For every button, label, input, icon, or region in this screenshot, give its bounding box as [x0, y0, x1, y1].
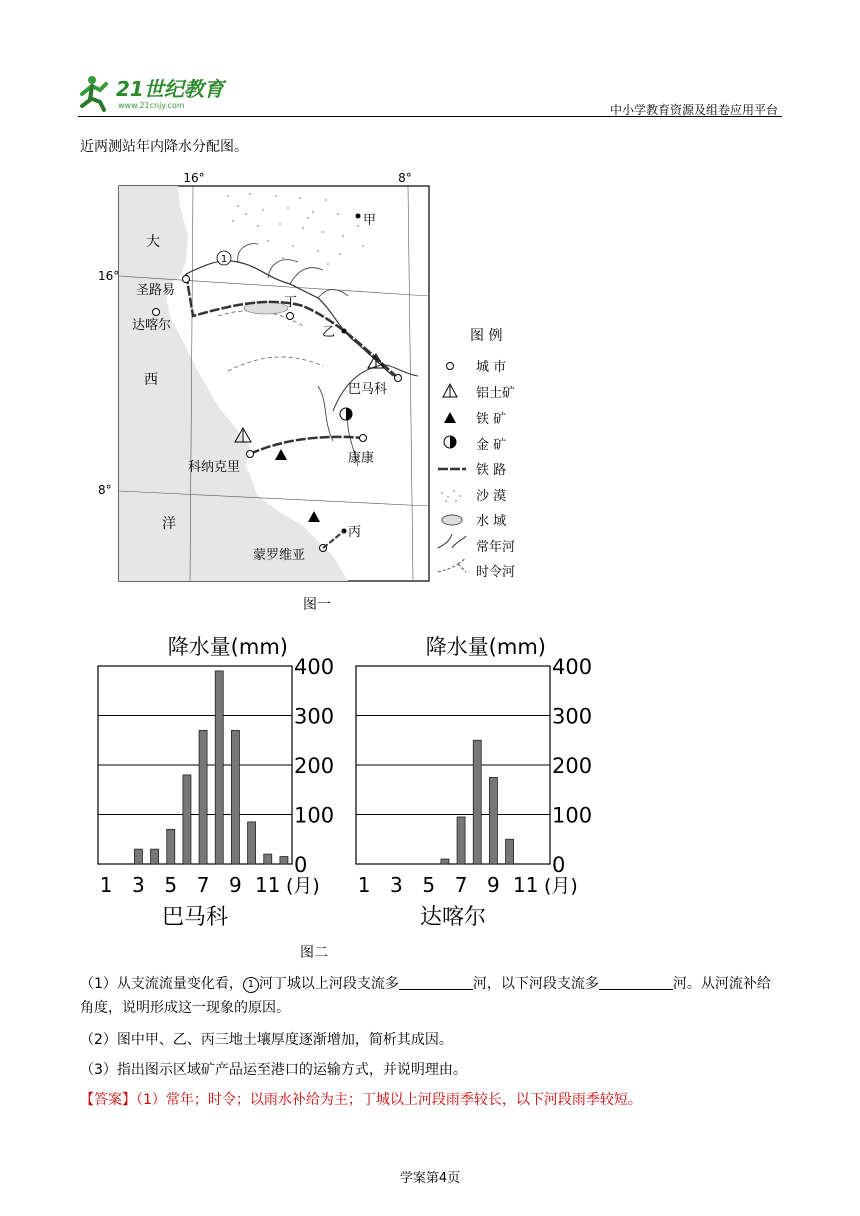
chart-0-bar-month-9 [231, 730, 239, 864]
chart-1-xlabel: (月) [544, 875, 578, 897]
chart-0-bar-month-11 [264, 854, 272, 864]
chart-0-ylabel: 降水量(mm) [167, 635, 288, 659]
logo-text: 21世纪教育 [116, 77, 224, 101]
q1-suffix: 河。从河流补给角度，说明形成这一现象的原因。 [80, 976, 771, 1016]
chart-1-ytick: 200 [552, 754, 593, 778]
chart-0-bar-month-5 [167, 829, 175, 864]
chart-0-ytick: 300 [294, 704, 335, 729]
chart-1-bar-month-10 [506, 839, 514, 864]
ocean-char-1: 大 [146, 234, 160, 250]
chart-0-xtick: 3 [132, 873, 145, 897]
page-footer: 学案第4页 [399, 1171, 461, 1186]
svg-text:丁: 丁 [284, 295, 298, 310]
map-legend [436, 318, 546, 588]
legend-seasonal-river-icon [438, 558, 466, 572]
legend-city: 城 市 [476, 360, 507, 375]
question-2: （2）图中甲、乙、丙三地土壤厚度逐渐增加，简析其成因。 [80, 1032, 453, 1048]
svg-text:圣路易: 圣路易 [136, 283, 176, 298]
legend-water: 水 域 [476, 514, 507, 529]
chart-1-bar-month-9 [489, 777, 497, 864]
lon-label-8: 8° [398, 171, 412, 185]
legend-bauxite-icon [443, 384, 457, 397]
chart-1-xtick: 7 [454, 873, 468, 897]
q1-mid: 河丁城以上河段支流多 [258, 976, 399, 992]
chart-0-bar-month-4 [151, 849, 159, 864]
chart-0-xtick: 7 [196, 873, 210, 897]
q1-mid2: 河，以下河段支流多 [472, 976, 599, 992]
chart-0-xlabel: (月) [286, 875, 320, 897]
legend-iron: 铁 矿 [476, 412, 507, 427]
answer-block [80, 1088, 780, 1112]
header-divider [78, 116, 782, 117]
svg-text:甲: 甲 [363, 213, 377, 228]
chart-0-ytick: 100 [294, 803, 335, 828]
legend-bauxite: 铝土矿 [476, 386, 516, 401]
runner-logo-icon [82, 76, 106, 110]
legend-perennial-river: 常年河 [476, 540, 516, 555]
chart-0-xtick: 11 [255, 873, 281, 897]
chart-1-xtick: 3 [390, 873, 403, 897]
lon-label-16: 16° [183, 171, 205, 185]
chart-1-station-title: 达喀尔 [419, 905, 487, 930]
svg-text:科纳克里: 科纳克里 [188, 460, 241, 475]
chart-1-xtick: 9 [487, 873, 500, 897]
chart-1-xtick: 11 [513, 873, 539, 897]
chart-0-bar-month-12 [280, 857, 288, 864]
gold-symbol [340, 408, 352, 420]
chart-1-bar-month-6 [441, 859, 449, 864]
chart-0-xtick: 5 [164, 873, 178, 897]
logo-subtext: www.21cnjy.com [118, 101, 185, 110]
svg-text:达喀尔: 达喀尔 [132, 318, 172, 333]
chart-0-xtick: 9 [229, 873, 242, 897]
site-logo [78, 72, 238, 112]
chart-1-ytick: 100 [552, 803, 593, 828]
chart-1-bar-month-7 [457, 817, 465, 864]
svg-text:巴马科: 巴马科 [348, 382, 388, 397]
chart-0-ytick: 0 [294, 853, 308, 877]
chart-0-bar-month-7 [199, 730, 207, 864]
chart-0-station-title: 巴马科 [161, 905, 229, 930]
question-3: （3）指出图示区域矿产品运至港口的运输方式，并说明理由。 [80, 1062, 467, 1078]
chart-1-xtick: 5 [422, 873, 436, 897]
answer-blank-2[interactable] [599, 975, 673, 990]
legend-gold: 金 矿 [476, 438, 507, 453]
chart-1-bar-month-8 [473, 740, 481, 864]
ocean-char-2: 西 [144, 372, 158, 388]
precip-charts [94, 634, 594, 934]
legend-title: 图 例 [470, 328, 503, 344]
circled-number-1: 1 [243, 977, 259, 993]
answer-blank-1[interactable] [399, 975, 473, 990]
chart-0-bar-month-8 [215, 671, 223, 864]
figure2-caption: 图二 [300, 945, 328, 961]
legend-desert-icon [441, 490, 461, 502]
legend-railway: 铁 路 [476, 463, 507, 478]
chart-0-ytick: 400 [294, 655, 335, 679]
svg-text:康康: 康康 [348, 451, 375, 466]
legend-perennial-river-icon [438, 534, 466, 548]
chart-0-ytick: 200 [294, 754, 335, 778]
chart-1-ytick: 400 [552, 655, 593, 679]
lat-label-8: 8° [98, 483, 112, 497]
legend-city-icon [447, 363, 454, 370]
chart-1-ylabel: 降水量(mm) [425, 635, 546, 659]
intro-text: 近两测站年内降水分配图。 [80, 139, 248, 155]
chart-0-bar-month-3 [134, 849, 142, 864]
lat-label-16: 16° [98, 269, 120, 283]
chart-1-xtick: 1 [357, 873, 371, 897]
map-figure [98, 166, 438, 584]
chart-1-ytick: 0 [552, 853, 566, 877]
legend-seasonal-river: 时令河 [476, 565, 516, 580]
svg-text:乙: 乙 [322, 325, 336, 340]
legend-water-icon [442, 515, 462, 525]
chart-1-ytick: 300 [552, 704, 593, 729]
ocean-char-3: 洋 [162, 516, 176, 532]
q1-prefix: （1）从支流流量变化看， [80, 976, 243, 992]
river-marker-number: 1 [220, 254, 228, 265]
answer-text: （1）常年；时令；以雨水补给为主；丁城以上河段雨季较长，以下河段雨季较短。 [136, 1092, 642, 1108]
chart-0-bar-month-6 [183, 775, 191, 864]
legend-desert: 沙 漠 [476, 489, 507, 504]
svg-text:丙: 丙 [348, 525, 362, 540]
figure1-caption: 图一 [303, 597, 331, 613]
chart-0-bar-month-10 [248, 822, 256, 864]
legend-iron-icon [444, 412, 456, 423]
chart-0-xtick: 1 [99, 873, 113, 897]
svg-text:蒙罗维亚: 蒙罗维亚 [253, 548, 306, 563]
legend-gold-icon [444, 436, 456, 448]
question-1 [80, 972, 780, 1020]
answer-label: 【答案】 [80, 1092, 136, 1108]
header-platform-text: 中小学教育资源及组卷应用平台 [609, 103, 778, 117]
